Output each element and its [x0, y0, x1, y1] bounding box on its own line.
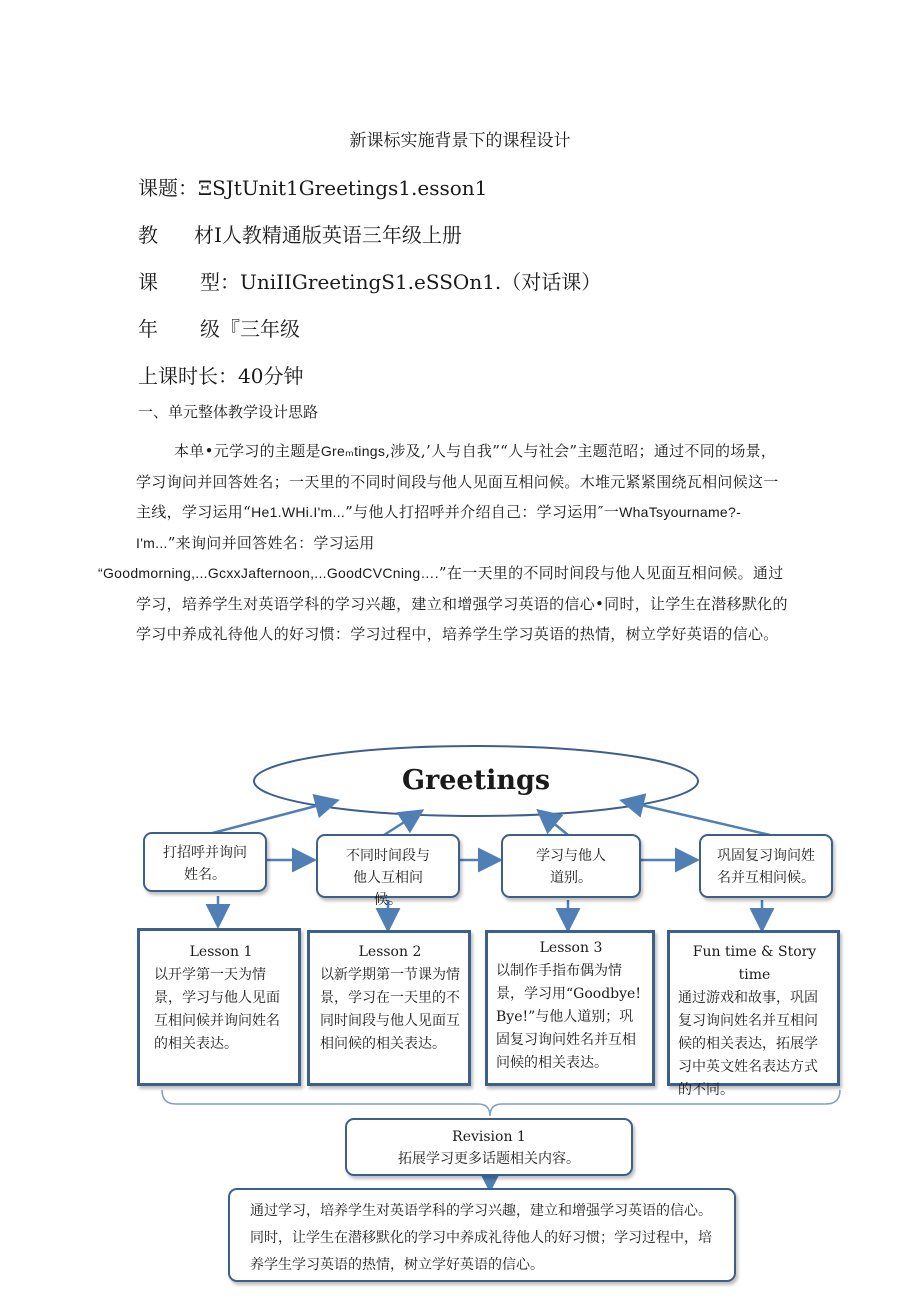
para-text-5: ”在一天里的不同时间段与他人见面互相问候。通过学习，培养学生对英语学科的学习兴趣，建立和增强学习英语的信心•同时，让学生在潜移默化的学习中养成礼待他人的好习惯：学习过程中，培养学生学习英语的热情，树立学好英语的信心。	[136, 564, 788, 643]
document-title: 新课标实施背景下的课程设计	[349, 131, 571, 151]
para-en-3: WhaTsyourname?-I'm...	[136, 504, 742, 551]
lesson-box-funtime	[667, 930, 840, 1098]
para-en-2: He1.WHi.I'm...	[251, 504, 346, 520]
material-field	[138, 219, 462, 248]
para-text-2: ,涉及,’人与自我”“人与社会”主题范昭；通过不同的场景，学习询问并回答姓名；一天里的不同时间段与他人见面互相问候。木堆元紧紧围绕瓦相问候这一主线，学习运用“	[136, 442, 779, 521]
lesson-head: Lesson 3	[539, 940, 603, 956]
summary-box	[228, 1188, 736, 1282]
diagram-title: Greetings	[401, 765, 551, 796]
design-paragraph	[98, 436, 788, 650]
type-field	[138, 266, 601, 295]
goal-box-3	[501, 834, 641, 898]
grade-value: 级『三年级	[200, 317, 300, 341]
section-heading: 一、单元整体教学设计思路	[138, 403, 319, 421]
lesson-body: 以开学第一天为情景，学习与他人见面互相问候并询问姓名的相关表达。	[154, 967, 280, 1052]
lesson-body: 以新学期第一节课为情景，学习在一天里的不同时间段与他人见面互相问候的相关表达。	[320, 967, 460, 1052]
lesson-box-2	[307, 930, 471, 1086]
para-text-3: ”与他人打招呼并介绍自己：学习运用″一	[345, 503, 620, 521]
para-en-4: “Goodmorning,...GcxxJafternoon,...GoodCVCning….	[98, 565, 439, 581]
type-value: 型：UniIIGreetingS1.eSSOn1.（对话课）	[200, 270, 602, 294]
lesson-head: Lesson 2	[358, 944, 422, 960]
lesson-body: 以制作手指布偶为情景，学习用“Goodbye! Bye!”与他人道别；巩固复习询问姓名并互相问候的相关表达。	[496, 963, 641, 1071]
type-label: 课	[138, 270, 158, 294]
para-text-1: 本单•元学习的主题是	[174, 442, 321, 460]
lesson-head: Lesson 1	[189, 944, 253, 960]
lesson-box-3	[485, 930, 655, 1086]
lesson-head: Fun time & Story time	[692, 944, 817, 983]
lesson-box-1	[137, 928, 301, 1086]
grade-label: 年	[138, 317, 158, 341]
goal-text: 巩固复习询问姓名并互相问候。	[717, 848, 815, 886]
topic-field: 课题：ΞSJtUnit1Greetings1.esson1	[138, 176, 488, 200]
summary-text: 通过学习，培养学生对英语学科的学习兴趣，建立和增强学习英语的信心。同时，让学生在潜移默化的学习中养成礼待他人的好习惯；学习过程中，培养学生学习英语的热情，树立学好英语的信心。	[250, 1203, 712, 1273]
goal-box-2	[316, 834, 460, 908]
goal-box-1	[143, 832, 267, 892]
material-label: 教	[138, 223, 158, 247]
para-text-4: ”来询问并回答姓名：学习运用	[167, 533, 375, 552]
material-value: 材I人教精通版英语三年级上册	[194, 223, 462, 247]
goal-text: 不同时间段与他人互相问候。	[346, 848, 430, 908]
lesson-body: 通过游戏和故事，巩固复习询问姓名并互相问候的相关表达，拓展学习中英文姓名表达方式的不同。	[678, 990, 818, 1098]
revision-box	[345, 1118, 633, 1176]
duration-field: 上课时长：40分钟	[138, 364, 304, 388]
goal-box-4	[699, 834, 833, 898]
revision-body: 拓展学习更多话题相关内容。	[398, 1151, 580, 1167]
goal-text: 打招呼并询问姓名。	[163, 845, 247, 883]
revision-head: Revision 1	[452, 1129, 526, 1145]
goal-text: 学习与他人道别。	[536, 848, 606, 886]
para-en-1: Greₘtings	[320, 443, 386, 459]
grade-field	[138, 313, 300, 342]
